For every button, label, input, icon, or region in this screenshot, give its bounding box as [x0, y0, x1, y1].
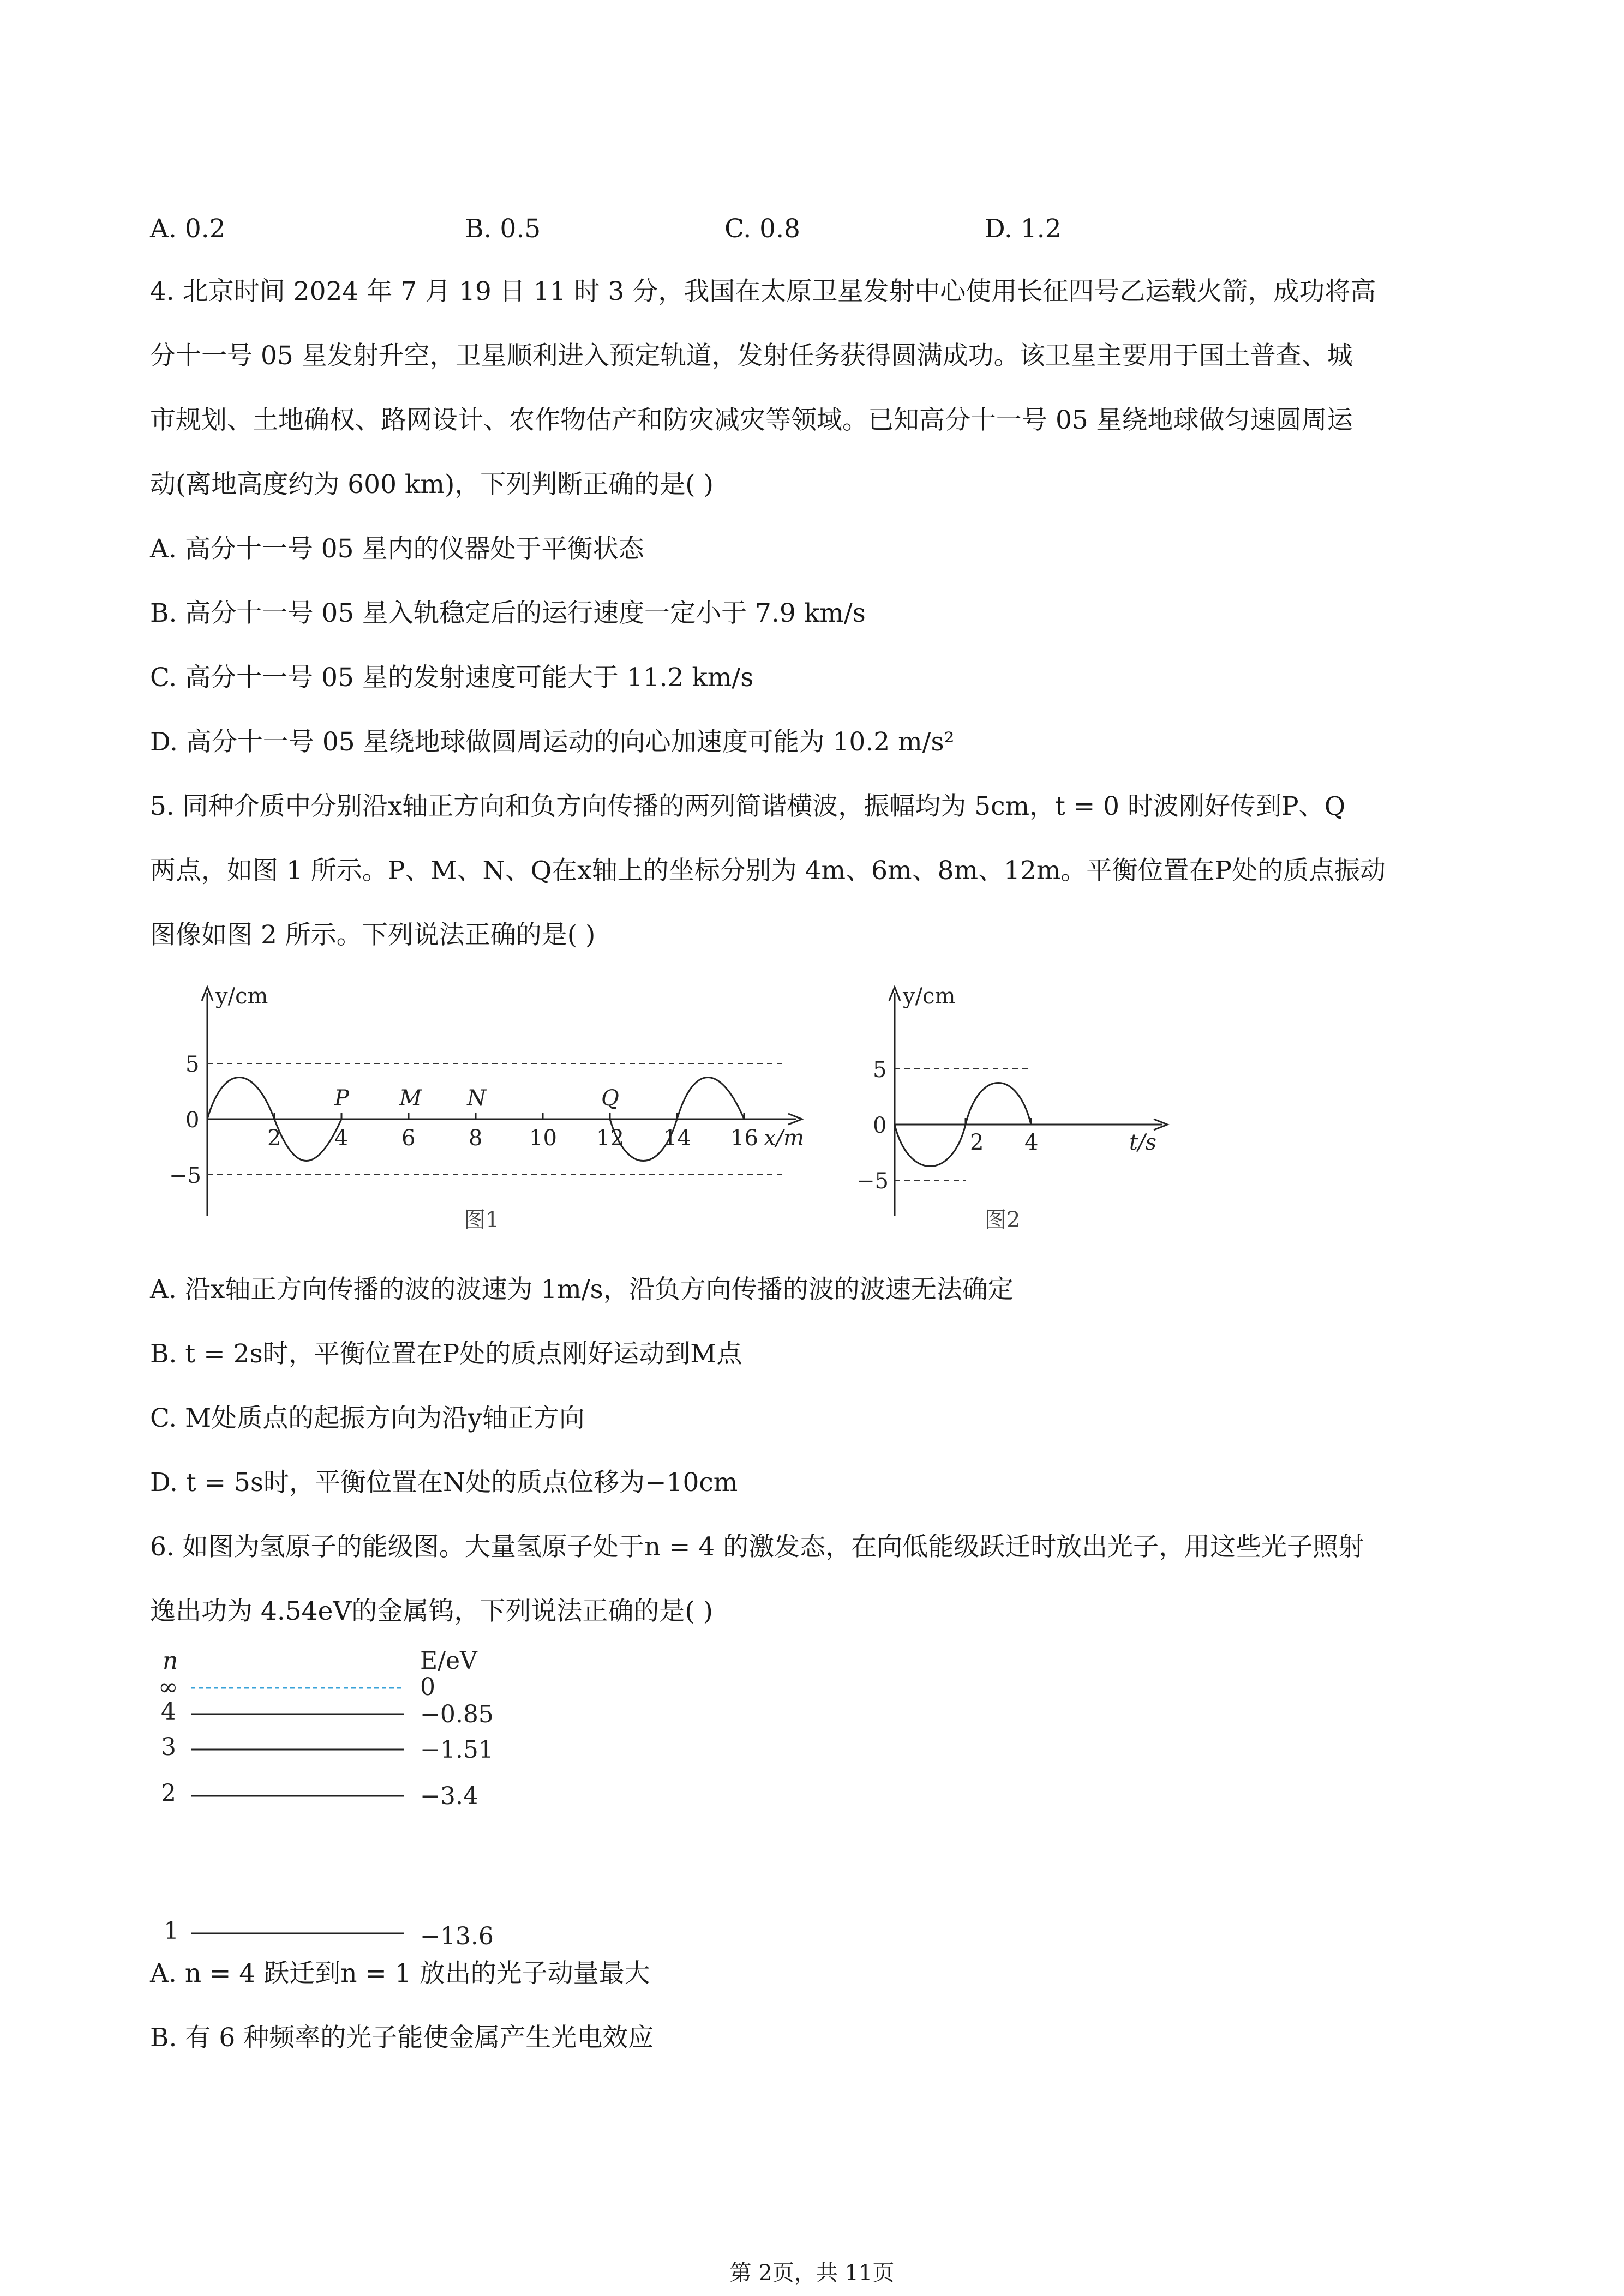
level-1-n: 1: [164, 1917, 179, 1945]
q3-option-d: D. 1.2: [985, 214, 1062, 244]
fig2-x-axis-label: t/s: [1129, 1130, 1157, 1155]
fig2-x-tick-4: 4: [1024, 1130, 1039, 1155]
q5-option-d: D. t = 5s时，平衡位置在N处的质点位移为−10cm: [150, 1468, 738, 1498]
q6-energy-level-diagram: [147, 1642, 562, 1947]
fig2-x-tick-2: 2: [970, 1130, 984, 1155]
q5-stem-line-1: 5. 同种介质中分别沿x轴正方向和负方向传播的两列简谐横波，振幅均为 5cm，t = 0 时波刚好传到P、Q: [150, 791, 1346, 821]
q4-option-c: C. 高分十一号 05 星的发射速度可能大于 11.2 km/s: [150, 663, 754, 693]
fig2-y-axis-label: y/cm: [903, 984, 956, 1009]
level-4-e: −0.85: [420, 1700, 494, 1728]
q3-option-a: A. 0.2: [150, 214, 226, 244]
q6-option-b: B. 有 6 种频率的光子能使金属产生光电效应: [150, 2023, 654, 2053]
fig1-y-tick-5: 5: [185, 1052, 200, 1077]
fig1-y-tick-neg5: −5: [169, 1163, 201, 1188]
q4-stem-line-3: 市规划、土地确权、路网设计、农作物估产和防灾减灾等领域。已知高分十一号 05 星绕地球做匀速圆周运: [150, 405, 1353, 435]
fig2-y-tick-5: 5: [873, 1057, 887, 1083]
q6-stem-line-2: 逸出功为 4.54eV的金属钨，下列说法正确的是( ): [150, 1596, 713, 1626]
level-2-e: −3.4: [420, 1782, 478, 1810]
q4-stem-line-2: 分十一号 05 星发射升空，卫星顺利进入预定轨道，发射任务获得圆满成功。该卫星主要用于国土普查、城: [150, 341, 1353, 371]
level-3-e: −1.51: [420, 1736, 494, 1764]
fig1-x-tick-10: 10: [529, 1126, 557, 1151]
fig2-y-tick-neg5: −5: [856, 1169, 889, 1194]
fig1-x-axis-label: x/m: [764, 1126, 804, 1151]
fig2-y-tick-0: 0: [873, 1113, 887, 1138]
fig2-caption: 图2: [985, 1207, 1021, 1233]
fig1-caption: 图1: [464, 1207, 500, 1233]
level-2-n: 2: [161, 1780, 176, 1807]
level-inf-e: 0: [420, 1673, 435, 1701]
level-inf-n: ∞: [158, 1673, 178, 1701]
fig1-x-tick-14: 14: [663, 1126, 691, 1151]
fig1-x-tick-12: 12: [596, 1126, 624, 1151]
q4-option-a: A. 高分十一号 05 星内的仪器处于平衡状态: [150, 534, 644, 564]
page-footer: 第 2页，共 11页: [729, 2261, 895, 2286]
q5-figure-2: [851, 976, 1189, 1260]
fig1-x-tick-4: 4: [334, 1126, 349, 1151]
q4-option-d: D. 高分十一号 05 星绕地球做圆周运动的向心加速度可能为 10.2 m/s²: [150, 727, 955, 757]
fig1-x-tick-2: 2: [267, 1126, 281, 1151]
q5-option-b: B. t = 2s时，平衡位置在P处的质点刚好运动到M点: [150, 1339, 742, 1369]
q4-stem-line-1: 4. 北京时间 2024 年 7 月 19 日 11 时 3 分，我国在太原卫星发射中心使用长征四号乙运载火箭，成功将高: [150, 277, 1376, 306]
fig1-x-tick-6: 6: [401, 1126, 416, 1151]
fig1-y-tick-0: 0: [185, 1108, 200, 1133]
q4-stem-line-4: 动(离地高度约为 600 km)，下列判断正确的是( ): [150, 470, 714, 500]
q5-option-c: C. M处质点的起振方向为沿y轴正方向: [150, 1403, 585, 1433]
q5-stem-line-2: 两点，如图 1 所示。P、M、N、Q在x轴上的坐标分别为 4m、6m、8m、12m。平衡位置在P处的质点振动: [150, 856, 1386, 886]
level-3-n: 3: [161, 1733, 176, 1761]
level-1-e: −13.6: [420, 1922, 494, 1947]
fig1-point-m: M: [399, 1086, 422, 1111]
q5-figure-1: [153, 976, 846, 1260]
q6-stem-line-1: 6. 如图为氢原子的能级图。大量氢原子处于n = 4 的激发态，在向低能级跃迁时放出光子，用这些光子照射: [150, 1532, 1364, 1562]
fig1-y-axis-label: y/cm: [215, 984, 268, 1009]
diagram-n-header: n: [163, 1647, 178, 1675]
q5-stem-line-3: 图像如图 2 所示。下列说法正确的是( ): [150, 920, 596, 950]
fig1-x-tick-8: 8: [469, 1126, 483, 1151]
fig1-point-p: P: [334, 1086, 349, 1111]
fig1-x-tick-16: 16: [730, 1126, 758, 1151]
fig1-point-n: N: [467, 1086, 486, 1111]
diagram-e-header: E/eV: [420, 1647, 477, 1675]
q5-option-a: A. 沿x轴正方向传播的波的波速为 1m/s，沿负方向传播的波的波速无法确定: [150, 1275, 1014, 1305]
q4-option-b: B. 高分十一号 05 星入轨稳定后的运行速度一定小于 7.9 km/s: [150, 598, 866, 628]
level-4-n: 4: [161, 1698, 176, 1726]
q3-option-c: C. 0.8: [724, 214, 800, 244]
fig1-point-q: Q: [601, 1086, 619, 1111]
q3-option-b: B. 0.5: [465, 214, 541, 244]
q6-option-a: A. n = 4 跃迁到n = 1 放出的光子动量最大: [150, 1958, 650, 1988]
